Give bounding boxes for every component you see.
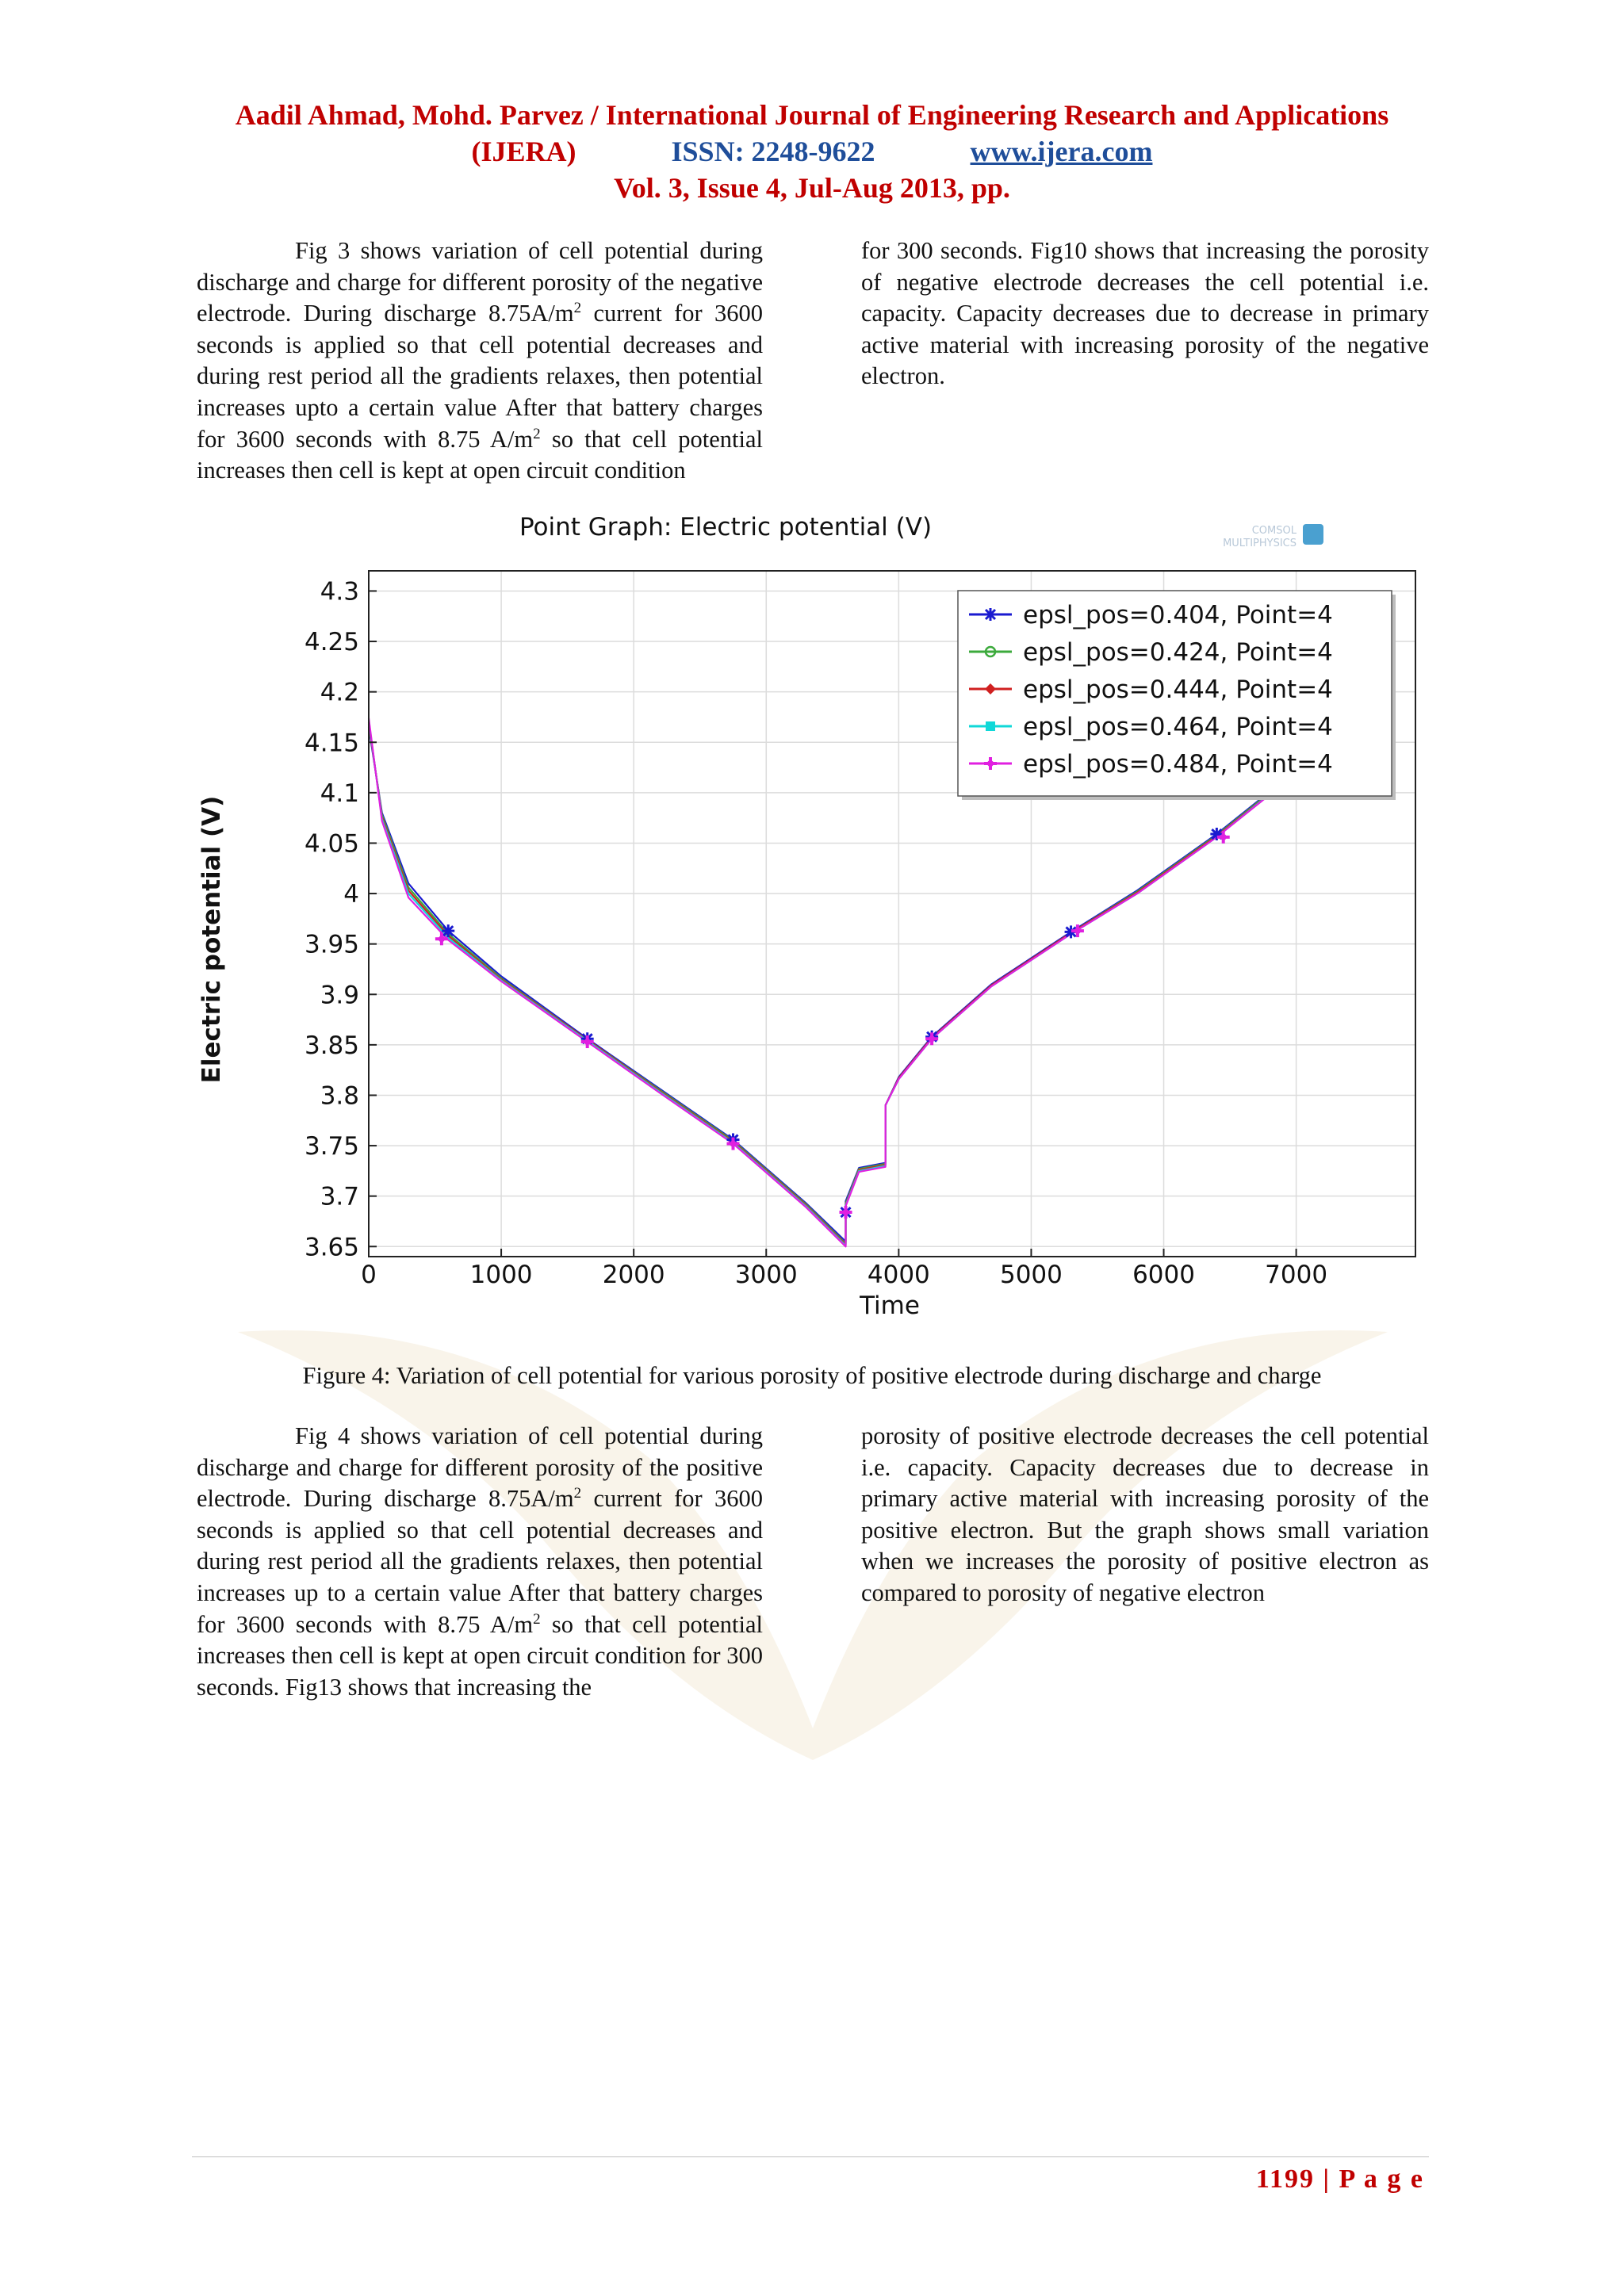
y-tick-label: 3.9 <box>320 981 359 1010</box>
y-tick-label: 4.25 <box>304 628 359 657</box>
x-tick-label: 4000 <box>867 1261 930 1289</box>
figure-4-chart <box>190 511 1427 1320</box>
section1-right-column <box>861 235 1429 392</box>
section2-left-text-b: current for 3600 seconds is applied so that cell potential decreases and during rest period all the gradients relaxes, then potential increases up to a certain value After that battery charges for 3600 seconds with 8.75 A/m <box>197 1485 763 1638</box>
section1-left-column <box>197 235 763 487</box>
marker-dot <box>730 1141 736 1147</box>
section2-right-column <box>861 1421 1429 1609</box>
superscript-2: 2 <box>573 1485 582 1502</box>
marker-dot <box>987 760 994 767</box>
x-tick-label: 7000 <box>1265 1261 1328 1289</box>
marker-dot <box>1220 834 1227 840</box>
marker-dot <box>929 1035 935 1042</box>
figure-caption: Figure 4: Variation of cell potential for various porosity of positive electrode during discharge and charge <box>302 1362 1322 1389</box>
page-number: 1199 | P a g e <box>1255 2164 1424 2194</box>
header-journal-abbr: (IJERA) <box>471 136 576 167</box>
x-tick-label: 0 <box>361 1261 377 1289</box>
y-tick-label: 4.05 <box>304 829 359 859</box>
superscript-2: 2 <box>533 1610 541 1628</box>
y-tick-label: 3.65 <box>304 1233 359 1262</box>
y-tick-label: 4.2 <box>320 678 359 707</box>
y-tick-label: 3.95 <box>304 930 359 959</box>
header-issn: ISSN: 2248-9622 <box>671 136 875 167</box>
section2-right-text: porosity of positive electrode decreases the cell potential i.e. capacity. Capacity decreases due to decrease in primary active material with increasing porosity of the positive electron. But the graph shows small variation when we increases the porosity of positive electron as compared to porosity of negative electron <box>861 1422 1429 1606</box>
y-tick-label: 4.3 <box>320 577 359 607</box>
legend-marker <box>986 721 995 731</box>
x-tick-label: 3000 <box>734 1261 798 1289</box>
header-authors-journal: Aadil Ahmad, Mohd. Parvez / International Journal of Engineering Research and Applications <box>235 99 1389 131</box>
chart-legend <box>958 591 1396 800</box>
marker-dot <box>1074 928 1081 934</box>
header-website-link[interactable]: www.ijera.com <box>970 136 1153 167</box>
y-tick-label: 3.75 <box>304 1132 359 1161</box>
superscript-2: 2 <box>573 300 582 317</box>
section1-right-text: for 300 seconds. Fig10 shows that increasing the porosity of negative electrode decreases the cell potential i.e. capacity. Capacity decreases due to decrease in primary active material with increasing porosity of the negative electron. <box>861 237 1429 390</box>
section2-left-text-a: Fig 4 shows variation of cell potential during discharge and charge for different porosity of the positive electrode. During discharge 8.75A/m <box>197 1422 763 1513</box>
legend-label: epsl_pos=0.464, Point=4 <box>1023 713 1333 741</box>
legend-label: epsl_pos=0.484, Point=4 <box>1023 750 1333 779</box>
chart-title: Point Graph: Electric potential (V) <box>519 513 933 541</box>
marker-dot <box>986 721 995 731</box>
legend-marker <box>984 608 997 621</box>
x-tick-label: 2000 <box>602 1261 665 1289</box>
y-tick-label: 3.7 <box>320 1182 359 1211</box>
y-tick-label: 4 <box>343 880 359 909</box>
x-tick-label: 1000 <box>469 1261 533 1289</box>
comsol-logo-icon <box>1303 524 1323 545</box>
header-volume: Vol. 3, Issue 4, Jul-Aug 2013, pp. <box>614 172 1010 204</box>
marker-dot <box>843 1209 849 1215</box>
marker-dot <box>584 1039 591 1045</box>
section1-left-text-a: Fig 3 shows variation of cell potential during discharge and charge for different porosity of the negative electrode. During discharge 8.75A/m <box>197 237 763 327</box>
section1-left-text-b: current for 3600 seconds is applied so that cell potential decreases and during rest period all the gradients relaxes, then potential increases upto a certain value After that battery charges for 3600 seconds with 8.75 A/m <box>197 300 763 453</box>
comsol-logo-line2: MULTIPHYSICS <box>1223 538 1297 549</box>
superscript-2: 2 <box>533 425 541 442</box>
y-tick-label: 4.15 <box>304 729 359 758</box>
section1-left-text-c: so that cell potential increases then cell is kept at open circuit condition <box>197 425 763 484</box>
y-tick-label: 3.8 <box>320 1081 359 1111</box>
marker-dot <box>439 936 445 942</box>
journal-header <box>0 97 1624 206</box>
footer-rule <box>192 2156 1429 2157</box>
chart-y-axis-label: Electric potential (V) <box>197 795 226 1084</box>
section2-left-column <box>197 1421 763 1703</box>
comsol-logo-line1: COMSOL <box>1251 525 1297 537</box>
x-tick-label: 6000 <box>1132 1261 1195 1289</box>
legend-label: epsl_pos=0.404, Point=4 <box>1023 601 1333 629</box>
legend-label: epsl_pos=0.424, Point=4 <box>1023 638 1333 667</box>
y-tick-label: 4.1 <box>320 779 359 808</box>
chart-x-axis-label: Time <box>860 1292 920 1320</box>
y-tick-label: 3.85 <box>304 1031 359 1060</box>
x-tick-label: 5000 <box>999 1261 1063 1289</box>
legend-label: epsl_pos=0.444, Point=4 <box>1023 675 1333 704</box>
section2-left-text-c: so that cell potential increases then cell is kept at open circuit condition for 300 seconds. Fig13 shows that increasing the <box>197 1610 763 1701</box>
data-point-marker <box>442 924 454 937</box>
